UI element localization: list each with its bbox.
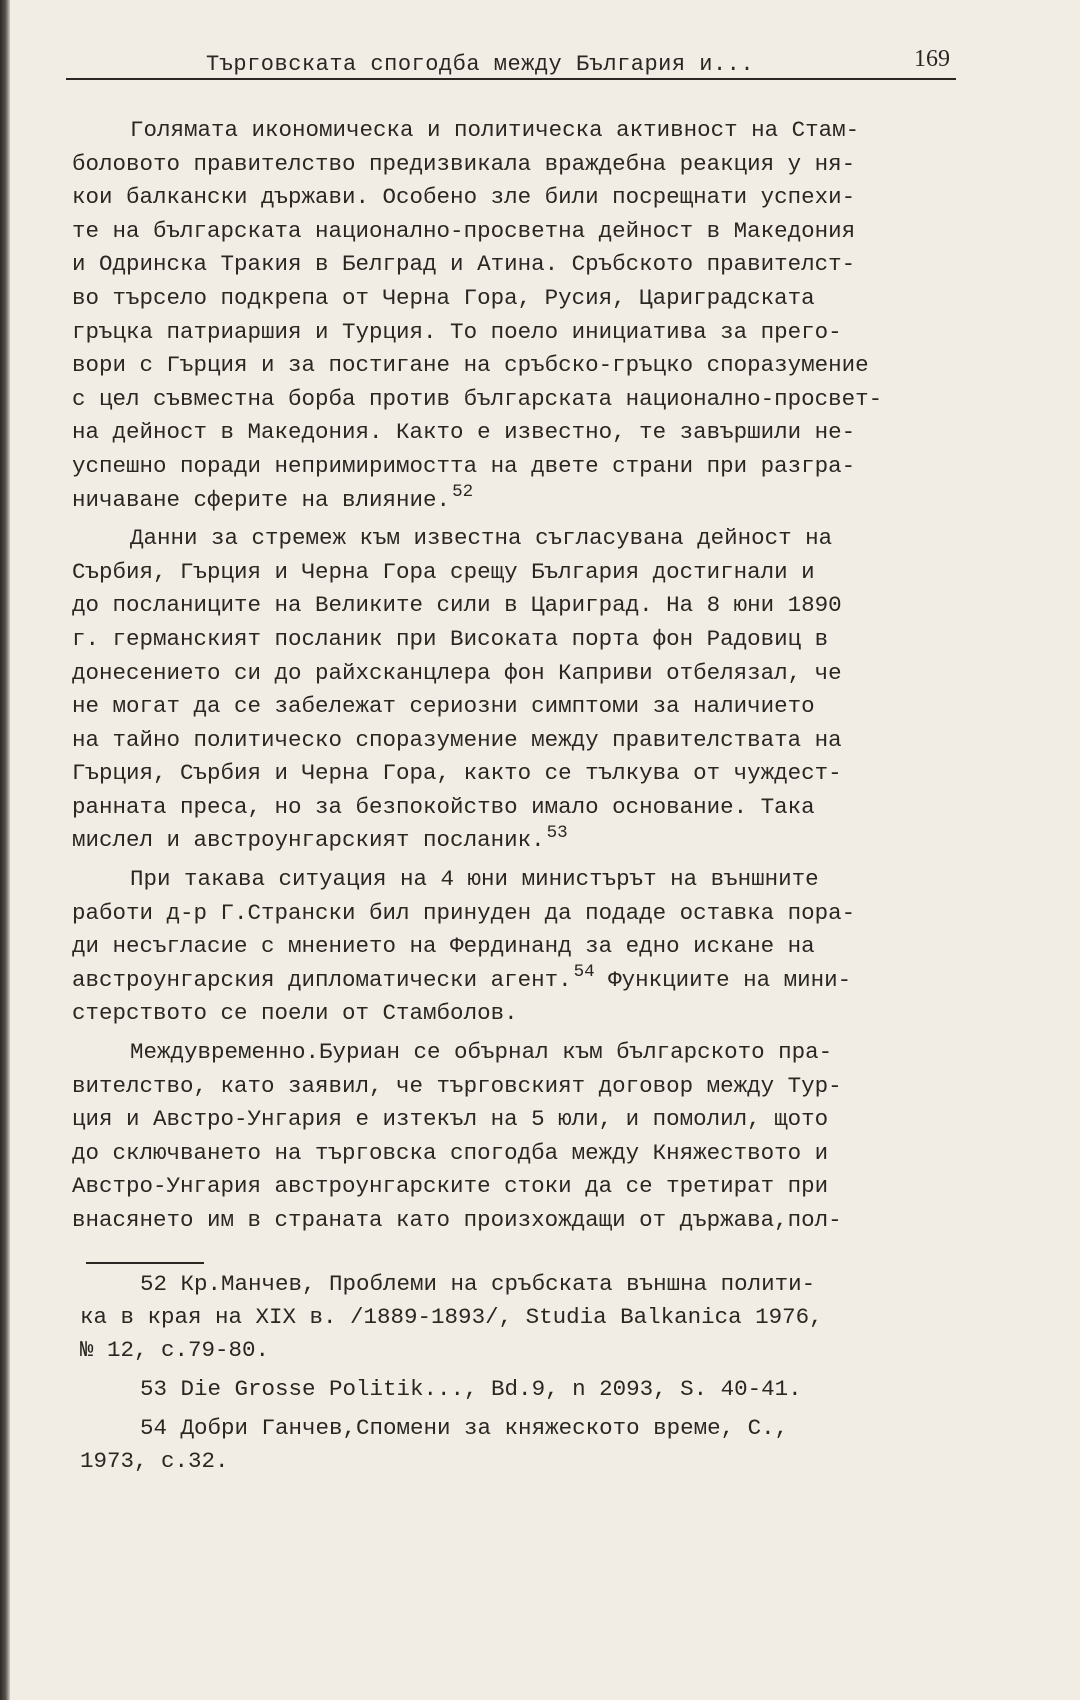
- text-line: Данни за стремеж към известна съгласувана дейност на: [130, 525, 833, 552]
- body-text: [72, 114, 972, 1243]
- text-line: ди несъгласие с мнението на Фердинанд за едно искане на: [72, 933, 815, 960]
- text-line: ция и Австро-Унгария е изтекъл на 5 юли, и помолил, щото: [72, 1106, 829, 1133]
- footnote-line: № 12, с.79-80.: [80, 1337, 270, 1363]
- text-line: до посланиците на Великите сили в Цариград. На 8 юни 1890: [72, 592, 842, 619]
- text-line: кои балкански държави. Особено зле били посрещнати успехи-: [72, 184, 856, 211]
- text-line: гръцка патриаршия и Турция. То поело инициатива за прего-: [72, 318, 842, 345]
- footnote-line: 53 Die Grosse Politik..., Bd.9, n 2093, S. 40-41.: [140, 1376, 802, 1402]
- text-line: боловото правителство предизвикала враждебна реакция у ня-: [72, 150, 856, 177]
- paragraph: [72, 1036, 972, 1238]
- text-fragment: ничаване сферите на влияние.: [72, 486, 451, 513]
- footnote-line: ка в края на XIX в. /1889-1893/, Studia Balkanica 1976,: [80, 1304, 823, 1330]
- text-line: с цел съвместна борба против българската национално-просвет-: [72, 385, 883, 412]
- footnote-52: [80, 1268, 980, 1367]
- footnote-ref-52: 52: [452, 481, 474, 502]
- text-line: вори с Гърция и за постигане на сръбско-гръцко споразумение: [72, 352, 869, 379]
- text-line: Австро-Унгария австроунгарските стоки да се третират при: [72, 1173, 829, 1200]
- text-line: г. германският посланик при Високата порта фон Радовиц в: [72, 625, 829, 652]
- text-line: [72, 824, 972, 858]
- footnote-line: 1973, с.32.: [80, 1448, 229, 1474]
- text-line: донесението си до райхсканцлера фон Каприви отбелязал, че: [72, 659, 842, 686]
- text-line: и Одринска Тракия в Белград и Атина. Сръбското правителст-: [72, 251, 856, 278]
- text-line: ранната преса, но за безпокойство имало основание. Така: [72, 793, 815, 820]
- footnote-line: 52 Кр.Манчев, Проблеми на сръбската външна полити-: [140, 1271, 816, 1297]
- text-line: на дейност в Македония. Както е известно, те завършили не-: [72, 419, 856, 446]
- page-edge-shadow: [0, 0, 10, 1700]
- footnote-53: [80, 1373, 980, 1406]
- text-line: во търсело подкрепа от Черна Гора, Русия, Цариградската: [72, 284, 815, 311]
- text-line: Голямата икономическа и политическа активност на Стам-: [130, 117, 860, 143]
- text-line: те на българската национално-просветна дейност в Македония: [72, 217, 856, 244]
- footnotes: [80, 1268, 980, 1484]
- text-line: [72, 481, 972, 518]
- footnote-ref-54: 54: [573, 962, 595, 983]
- running-header: [66, 44, 956, 82]
- footnote-54: [80, 1412, 980, 1478]
- text-line: Междувременно.Буриан се обърнал към българското пра-: [130, 1039, 833, 1066]
- text-line: При такава ситуация на 4 юни министърът на външните: [130, 866, 819, 893]
- text-line: Сърбия, Гърция и Черна Гора срещу България достигнали и: [72, 558, 815, 585]
- paragraph: [72, 522, 972, 858]
- text-line: работи д-р Г.Странски бил принуден да подаде оставка пора-: [72, 899, 856, 926]
- text-line: не могат да се забележат сериозни симптоми за наличието: [72, 693, 815, 720]
- footnote-separator: [86, 1262, 204, 1264]
- text-line: Гърция, Сърбия и Черна Гора, както се тълкува от чуждест-: [72, 760, 842, 787]
- running-title: Търговската спогодба между България и...: [206, 52, 755, 77]
- text-line: [72, 964, 972, 998]
- text-fragment: мислел и австроунгарският посланик.: [72, 827, 545, 854]
- paragraph: [72, 863, 972, 1031]
- page-number: 169: [914, 46, 950, 72]
- text-line: успешно поради непримиримостта на двете страни при разгра-: [72, 452, 856, 479]
- footnote-ref-53: 53: [546, 822, 568, 843]
- footnote-line: 54 Добри Ганчев,Спомени за княжеското време, С.,: [140, 1415, 789, 1441]
- paragraph: [72, 114, 972, 517]
- text-line: до сключването на търговска спогодба между Княжеството и: [72, 1139, 829, 1166]
- text-fragment: австроунгарския дипломатически агент.: [72, 966, 572, 993]
- header-rule: [66, 78, 956, 80]
- text-line: стерството се поели от Стамболов.: [72, 1000, 518, 1027]
- text-line: внасянето им в страната като произхождащи от държава,пол-: [72, 1207, 842, 1233]
- text-line: вителство, като заявил, че търговският договор между Тур-: [72, 1072, 842, 1099]
- text-line: на тайно политическо споразумение между правителствата на: [72, 726, 842, 753]
- text-fragment: Функциите на мини-: [594, 966, 852, 993]
